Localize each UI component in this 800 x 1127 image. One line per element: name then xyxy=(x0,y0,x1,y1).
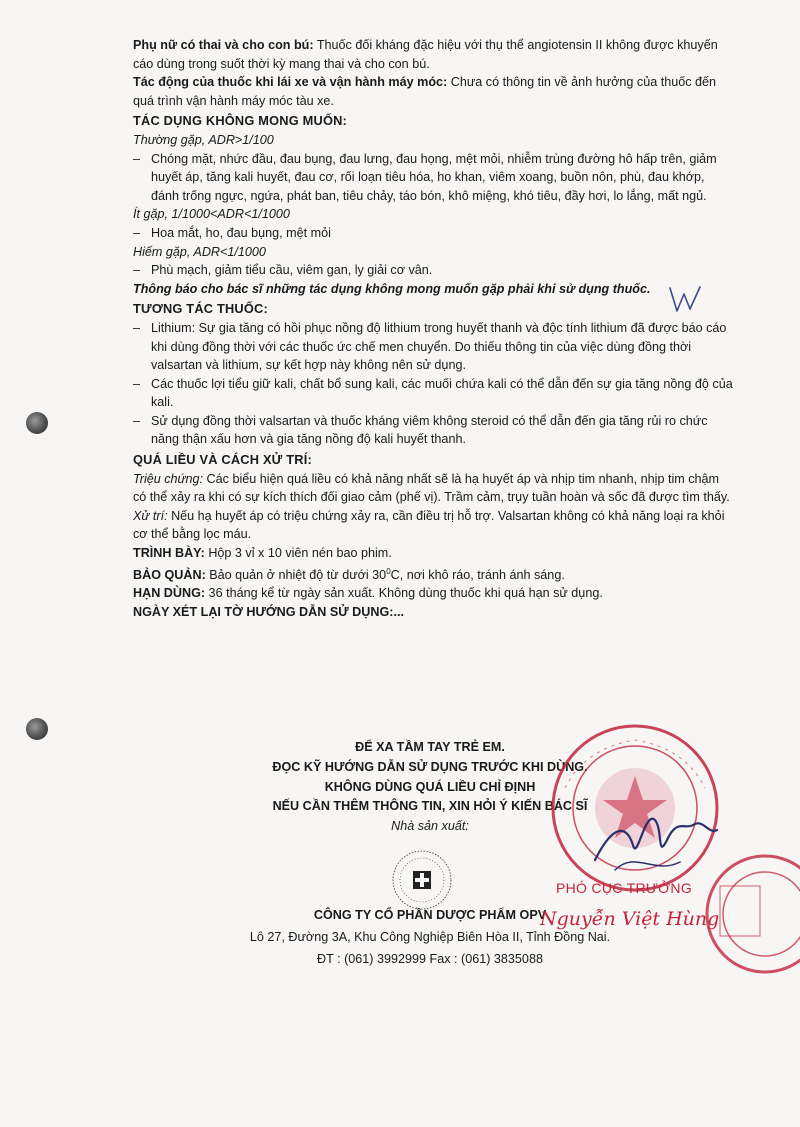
adverse-heading: TÁC DỤNG KHÔNG MONG MUỐN: xyxy=(133,113,347,129)
company-logo xyxy=(390,848,454,912)
punch-hole xyxy=(26,718,48,740)
warning-line: ĐỂ XA TẦM TAY TRẺ EM. xyxy=(355,740,505,754)
manufacturer-label: Nhà sản xuất: xyxy=(391,819,469,834)
interaction-item: – Lithium: Sự gia tăng có hồi phục nồng độ lithium trong huyết thanh và độc tính lithium đã được báo cáo khi dùng đồng thời với các thuốc ức chế men chuyển. Do thiếu thông tin của việc dùng đồng thời valsartan và lithium, sự kết hợp này không nên sử dụng. xyxy=(133,320,727,373)
driving-paragraph: Tác động của thuốc khi lái xe và vận hành máy móc: Chưa có thông tin về ảnh hưởng của thuốc đến quá trình vận hành máy móc tàu xe. xyxy=(133,75,717,108)
company-address: Lô 27, Đường 3A, Khu Công Nghiệp Biên Hòa II, Tỉnh Đồng Nai. xyxy=(249,930,611,944)
common-item: – Chóng mặt, nhức đầu, đau bụng, đau lưng, đau họng, mệt mỏi, nhiễm trùng đường hô hấp trên, giảm huyết áp, tăng kali huyết, đau cơ, rối loạn tiêu hóa, ho khan, viêm xoang, buồn nôn, phù, đau khớp, đánh trống ngực, ngứa, phát ban, tiêu chảy, táo bón, khô miệng, khó tiêu, đầy hơi, lo lắng, mất ngủ. xyxy=(133,151,717,203)
symptoms-paragraph: Triệu chứng: Các biểu hiện quá liều có khả năng nhất sẽ là hạ huyết áp và nhịp tim nhanh, nhịp tim chậm có thể xảy ra khi có sự kích thích đối giao cảm (phế vị). Trầm cảm, trụy tuần hoàn và sốc đã được tìm thấy. xyxy=(133,471,730,505)
uncommon-label: Ít gặp, 1/1000<ADR<1/1000 xyxy=(133,207,290,222)
punch-hole xyxy=(26,412,48,434)
approver-name: Nguyễn Việt Hùng xyxy=(540,908,720,930)
overdose-heading: QUÁ LIỀU VÀ CÁCH XỬ TRÍ: xyxy=(133,452,312,468)
interaction-item: – Các thuốc lợi tiểu giữ kali, chất bổ sung kali, các muối chứa kali có thể dẫn đến sự gia tăng nồng độ của kali. xyxy=(133,376,733,410)
common-label: Thường gặp, ADR>1/100 xyxy=(133,132,274,147)
rare-item: – Phù mạch, giảm tiểu cầu, viêm gan, ly giải cơ vân. xyxy=(133,263,433,278)
warning-line: NẾU CẦN THÊM THÔNG TIN, XIN HỎI Ý KIẾN BÁC SĨ xyxy=(272,799,588,814)
interactions-heading: TƯƠNG TÁC THUỐC: xyxy=(133,301,268,317)
interaction-item: – Sử dụng đồng thời valsartan và thuốc kháng viêm không steroid có thể dẫn đến gia tăng rủi ro chức năng thận xấu hơn và gia tăng nồng độ kali huyết thanh. xyxy=(133,413,708,447)
presentation-line: TRÌNH BÀY: Hộp 3 vỉ x 10 viên nén bao phim. xyxy=(133,546,392,561)
pregnancy-paragraph: Phụ nữ có thai và cho con bú: Thuốc đối kháng đặc hiệu với thụ thể angiotensin II không được khuyến cáo dùng trong suốt thời kỳ mang thai và cho con bú. xyxy=(133,38,718,71)
treatment-paragraph: Xử trí: Nếu hạ huyết áp có triệu chứng xảy ra, cần điều trị hỗ trợ. Valsartan không có khả năng loại ra khỏi cơ thể bằng lọc máu. xyxy=(133,508,725,542)
approver-title: PHÓ CỤC TRƯỞNG xyxy=(556,880,693,896)
leaflet-body xyxy=(133,36,733,622)
handwritten-w-mark xyxy=(667,284,707,316)
company-phone: ĐT : (061) 3992999 Fax : (061) 3835088 xyxy=(317,952,543,966)
warning-line: KHÔNG DÙNG QUÁ LIỀU CHỈ ĐỊNH xyxy=(324,779,536,794)
storage-line: BẢO QUẢN: Bảo quản ở nhiệt độ từ dưới $30^0C$, nơi khô ráo, tránh ánh sáng. xyxy=(133,566,565,582)
review-date-line: NGÀY XÉT LẠI TỜ HƯỚNG DẪN SỬ DỤNG:... xyxy=(133,605,404,619)
uncommon-item: – Hoa mắt, ho, đau bụng, mệt mỏi xyxy=(133,225,331,240)
expiry-line: HẠN DÙNG: 36 tháng kể từ ngày sản xuất. Không dùng thuốc khi quá hạn sử dụng. xyxy=(133,586,603,601)
warning-line: ĐỌC KỸ HƯỚNG DẪN SỬ DỤNG TRƯỚC KHI DÙNG. xyxy=(272,759,588,774)
rare-label: Hiếm gặp, ADR<1/1000 xyxy=(133,244,266,259)
company-name: CÔNG TY CỔ PHẦN DƯỢC PHẨM OPV xyxy=(313,908,547,922)
notify-doctor: Thông báo cho bác sĩ những tác dụng không mong muốn gặp phải khi sử dụng thuốc. xyxy=(133,281,651,296)
